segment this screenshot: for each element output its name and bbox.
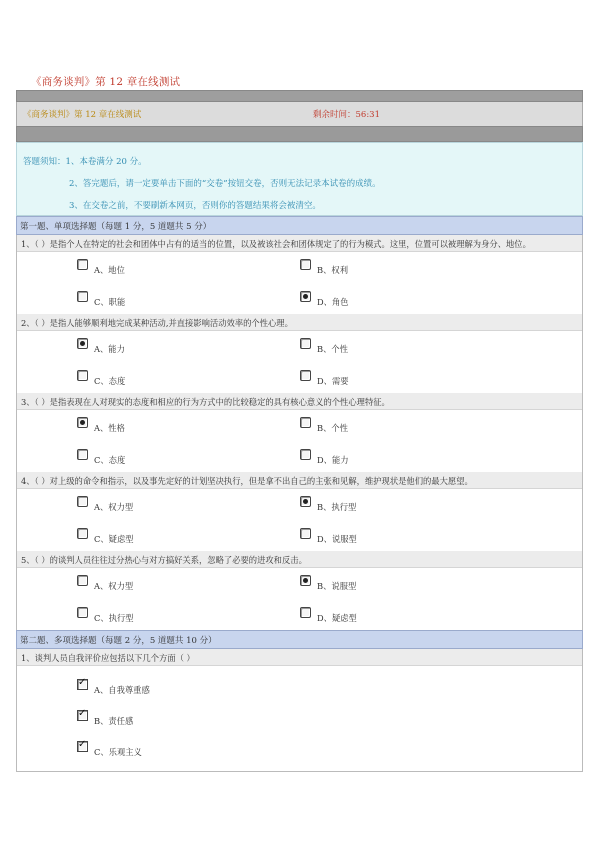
option-label: C、职能: [94, 297, 126, 307]
option-label: D、说服型: [317, 534, 357, 544]
option-label: A、地位: [94, 265, 125, 275]
radio-button[interactable]: [77, 607, 88, 618]
question-text: 4、（ ）对上级的命令和指示，以及事先定好的计划坚决执行，但是拿不出自己的主张和见解，维护现状是他们的最大愿望。: [21, 476, 473, 486]
option-label: A、权力型: [94, 502, 134, 512]
radio-button[interactable]: [77, 291, 88, 302]
option-label: B、说服型: [317, 581, 357, 591]
section-title: 第二题、多项选择题（每题 2 分，5 道题共 10 分）: [20, 636, 217, 646]
option-label: C、疑虑型: [94, 534, 134, 544]
options-group: [17, 410, 582, 472]
option-label: D、角色: [317, 297, 349, 307]
option-label: C、乐观主义: [94, 747, 142, 757]
options-group: [17, 252, 582, 314]
page-title: 《商务谈判》第 12 章在线测试: [31, 76, 181, 88]
question-item: [16, 235, 583, 314]
radio-button-selected[interactable]: [300, 575, 311, 586]
question-item: [16, 551, 583, 630]
instruction-line-2: 2、答完题后，请一定要单击下面的“交卷”按钮交卷，否则无法记录本试卷的成绩。: [69, 179, 381, 189]
radio-button-selected[interactable]: [300, 496, 311, 507]
radio-button[interactable]: [300, 417, 311, 428]
option-label: C、执行型: [94, 613, 134, 623]
options-group: [17, 568, 582, 630]
radio-button-selected[interactable]: [300, 291, 311, 302]
instruction-line-3: 3、在交卷之前，不要刷新本网页，否则你的答题结果将会被清空。: [69, 201, 321, 211]
question-text: 3、（ ）是指表现在人对现实的态度和相应的行为方式中的比较稳定的具有核心意义的个性心理特征。: [21, 397, 390, 407]
option-label: A、能力: [94, 344, 125, 354]
question-text-row: [17, 472, 582, 489]
option-label: C、态度: [94, 455, 126, 465]
option-label: B、责任感: [94, 716, 134, 726]
radio-button[interactable]: [77, 496, 88, 507]
option-label: D、疑虑型: [317, 613, 357, 623]
question-text-row: [17, 649, 582, 666]
question-text: 2、（ ）是指人能够顺利地完成某种活动,并直接影响活动效率的个性心理。: [21, 318, 293, 328]
title-row: [16, 102, 583, 126]
radio-button[interactable]: [77, 575, 88, 586]
section-title: 第一题、单项选择题（每题 1 分，5 道题共 5 分）: [20, 222, 212, 232]
test-title: 《商务谈判》第 12 章在线测试: [23, 110, 142, 120]
checkbox-checked[interactable]: [77, 710, 88, 721]
radio-button[interactable]: [300, 607, 311, 618]
question-text: 1、（ ）是指个人在特定的社会和团体中占有的适当的位置，以及被该社会和团体规定了的行为模式。这里，位置可以被理解为身分、地位。: [21, 239, 531, 249]
option-label: A、权力型: [94, 581, 134, 591]
option-label: B、权利: [317, 265, 348, 275]
radio-button[interactable]: [77, 259, 88, 270]
question-text: 5、（ ）的谈判人员往往过分热心与对方搞好关系，忽略了必要的进攻和反击。: [21, 555, 307, 565]
option-label: A、性格: [94, 423, 125, 433]
option-label: D、能力: [317, 455, 349, 465]
question-item: [16, 649, 583, 772]
radio-button[interactable]: [300, 338, 311, 349]
instructions-box: [16, 142, 583, 216]
option-label: B、执行型: [317, 502, 357, 512]
checkbox-checked[interactable]: [77, 679, 88, 690]
header-bar: [16, 90, 583, 102]
radio-button[interactable]: [77, 449, 88, 460]
options-group: [17, 489, 582, 551]
radio-button[interactable]: [300, 528, 311, 539]
question-text-row: [17, 393, 582, 410]
section-single-choice-header: [16, 216, 583, 235]
section-multiple-choice-header: [16, 630, 583, 649]
option-label: D、需要: [317, 376, 349, 386]
option-label: B、个性: [317, 344, 348, 354]
radio-button-selected[interactable]: [77, 417, 88, 428]
question-text: 1、谈判人员自我评价应包括以下几个方面（ ）: [21, 653, 195, 663]
option-label: C、态度: [94, 376, 126, 386]
option-label: A、自我尊重感: [94, 685, 150, 695]
question-text-row: [17, 551, 582, 568]
separator-bar: [16, 126, 583, 142]
options-group: [17, 666, 582, 772]
radio-button-selected[interactable]: [77, 338, 88, 349]
radio-button[interactable]: [300, 370, 311, 381]
radio-button[interactable]: [77, 528, 88, 539]
radio-button[interactable]: [300, 449, 311, 460]
radio-button[interactable]: [77, 370, 88, 381]
radio-button[interactable]: [300, 259, 311, 270]
question-text-row: [17, 314, 582, 331]
timer-label: 剩余时间：56:31: [313, 110, 380, 120]
question-item: [16, 393, 583, 472]
option-label: B、个性: [317, 423, 348, 433]
question-item: [16, 314, 583, 393]
options-group: [17, 331, 582, 393]
test-panel: [16, 90, 583, 772]
question-text-row: [17, 235, 582, 252]
checkbox-checked[interactable]: [77, 741, 88, 752]
question-item: [16, 472, 583, 551]
instruction-line-1: 答题须知：1、本卷满分 20 分。: [23, 157, 147, 167]
